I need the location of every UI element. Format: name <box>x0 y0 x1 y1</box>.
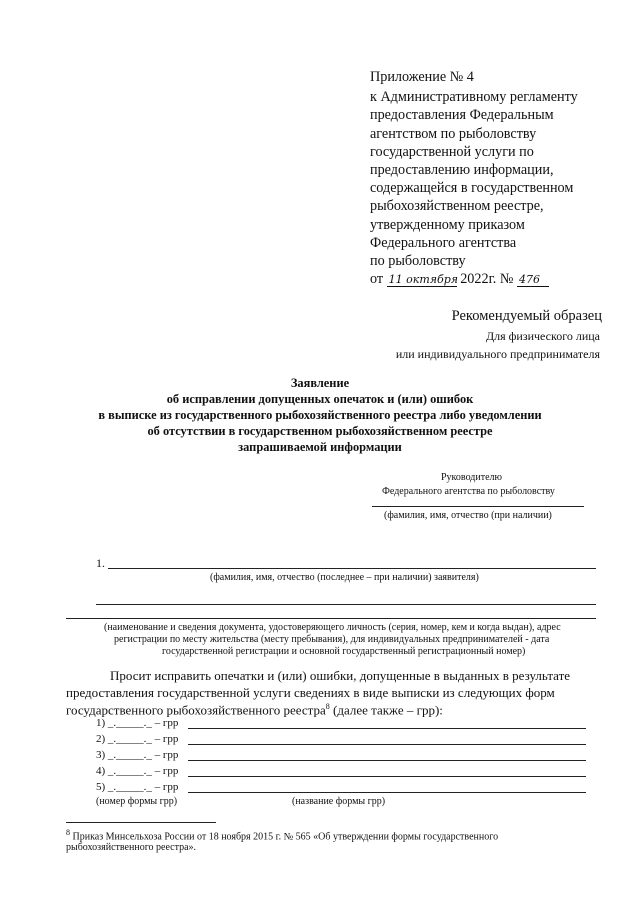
addressee-name-field[interactable] <box>372 506 584 507</box>
form-row-label: 5) _._____._ – грр <box>96 781 179 793</box>
form-row-name-field[interactable] <box>188 792 586 793</box>
appendix-line: по рыболовству <box>370 253 466 270</box>
applicant-number: 1. <box>96 556 105 570</box>
form-row-name-field[interactable] <box>188 776 586 777</box>
form-row-name-field[interactable] <box>188 728 586 729</box>
appendix-line: содержащейся в государственном <box>370 180 574 197</box>
appendix-date-line <box>370 270 578 288</box>
applicant-name-field[interactable] <box>108 568 596 569</box>
recommended-title: Рекомендуемый образец <box>451 308 602 324</box>
appendix-line: Федерального агентства <box>370 234 517 251</box>
appendix-line: рыбохозяйственном реестре, <box>370 198 544 215</box>
applicant-document-field-2[interactable] <box>66 618 596 619</box>
form-number-caption: (номер формы грр) <box>96 796 178 807</box>
handwritten-date: 11 октября <box>388 273 459 287</box>
application-heading-line: об исправлении допущенных опечаток и (или) ошибок <box>166 392 474 406</box>
appendix-line: предоставления Федеральным <box>370 107 554 124</box>
footnote-text-1: Приказ Минсельхоза России от 18 ноября 2015 г. № 565 «Об утверждении формы государственного <box>72 831 499 843</box>
year-text: 2022г. № <box>460 271 514 288</box>
form-row-label: 4) _._____._ – грр <box>96 765 179 777</box>
footnote-ref: 8 <box>325 702 330 711</box>
application-heading-line: в выписке из государственного рыбохозяйственного реестра либо уведомлении <box>98 408 542 422</box>
appendix-line: агентством по рыболовству <box>370 125 537 142</box>
form-row-name-field[interactable] <box>188 744 586 745</box>
applicant-doc-hint: государственной регистрации и основной государственный регистрационный номер) <box>162 646 526 657</box>
form-row-label: 3) _._____._ – грр <box>96 749 179 761</box>
recommended-line-1: Для физического лица <box>485 329 600 343</box>
handwritten-number: 476 <box>517 273 549 287</box>
form-name-caption: (название формы грр) <box>292 796 386 807</box>
request-line-2: предоставления государственной услуги сведениях в виде выписки из следующих форм <box>66 685 555 700</box>
appendix-line: предоставлению информации, <box>370 162 554 179</box>
application-heading-line: запрашиваемой информации <box>238 440 402 454</box>
footnote-line-1 <box>66 828 498 842</box>
application-heading-line: об отсутствии в государственном рыбохозяйственном реестре <box>147 424 493 438</box>
applicant-doc-hint: (наименование и сведения документа, удостоверяющего личность (серия, номер, кем и когда выдан), адрес <box>104 622 561 633</box>
form-row-label: 2) _._____._ – грр <box>96 733 179 745</box>
footnote-mark: 8 <box>66 828 70 837</box>
request-line-1: Просит исправить опечатки и (или) ошибки, допущенные в выданных в результате <box>110 668 571 683</box>
request-line-3 <box>66 702 443 718</box>
date-prefix: от <box>370 271 384 288</box>
addressee-name-hint: (фамилия, имя, отчество (при наличии) <box>384 510 552 521</box>
addressee-line-2: Федерального агентства по рыболовству <box>382 486 555 497</box>
appendix-title: Приложение № 4 <box>370 69 474 85</box>
form-row-name-field[interactable] <box>188 760 586 761</box>
appendix-block <box>370 68 578 288</box>
applicant-name-hint: (фамилия, имя, отчество (последнее – при наличии) заявителя) <box>210 572 479 583</box>
appendix-line: утвержденному приказом <box>370 216 525 233</box>
addressee-line-1: Руководителю <box>441 472 502 483</box>
appendix-line: к Административному регламенту <box>370 89 578 106</box>
request-line-3-tail: (далее также – грр): <box>329 702 443 718</box>
request-line-3-text: государственного рыбохозяйственного реестра <box>66 702 326 718</box>
footnote-line-2: рыбохозяйственного реестра». <box>66 842 197 853</box>
footnote-divider <box>66 822 216 823</box>
form-row-label: 1) _._____._ – грр <box>96 717 179 729</box>
recommended-line-2: или индивидуального предпринимателя <box>395 347 600 361</box>
appendix-line: государственной услуги по <box>370 143 534 160</box>
application-title: Заявление <box>290 376 350 390</box>
applicant-doc-hint: регистрации по месту жительства (месту пребывания), для индивидуальных предпринимателей - дата <box>114 634 550 645</box>
applicant-document-field-1[interactable] <box>96 604 596 605</box>
